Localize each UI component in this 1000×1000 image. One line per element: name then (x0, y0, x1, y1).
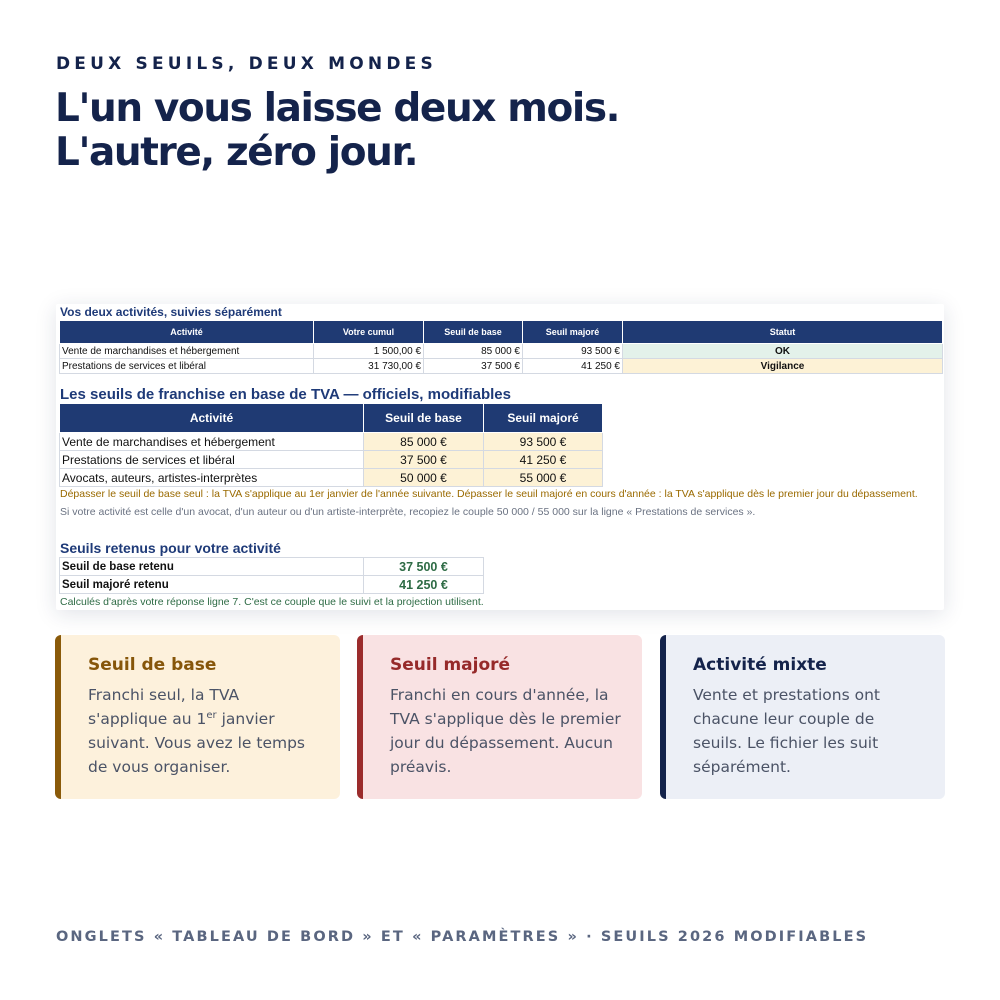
warning-note: Dépasser le seuil de base seul : la TVA s'applique au 1er janvier de l'année suivante. Dépasser le seuil majoré en cours d'année : la TVA s'applique dès le premier jour du dépassement. (60, 488, 918, 500)
tracking-header-row (60, 321, 943, 344)
cell-majore: 93 500 € (523, 344, 623, 359)
footer-caption: ONGLETS « TABLEAU DE BORD » ET « PARAMÈTRES » · SEUILS 2026 MODIFIABLES (56, 929, 869, 945)
cell-majore: 41 250 € (523, 359, 623, 374)
card-title: Activité mixte (693, 655, 827, 675)
cell-activity: Prestations de services et libéral (60, 451, 364, 469)
cell-label: Seuil majoré retenu (60, 576, 364, 594)
retained-section-title: Seuils retenus pour votre activité (60, 540, 281, 556)
column-header-cumul: Votre cumul (314, 321, 424, 344)
cell-cumul: 31 730,00 € (314, 359, 424, 374)
card-title: Seuil de base (88, 655, 217, 675)
card-text: Franchi seul, la TVA s'applique au 1er janvier suivant. Vous avez le temps de vous organiser. (88, 686, 306, 776)
cell-activity: Prestations de services et libéral (60, 359, 314, 374)
tracking-section-title: Vos deux activités, suivies séparément (60, 305, 282, 319)
card-text: Franchi en cours d'année, la TVA s'applique dès le premier jour du dépassement. Aucun préavis. (390, 686, 621, 776)
retained-note: Calculés d'après votre réponse ligne 7. C'est ce couple que le suivi et la projection utilisent. (60, 596, 484, 608)
table-row (60, 433, 603, 451)
table-row (60, 558, 484, 576)
column-header-base: Seuil de base (364, 404, 484, 433)
cell-base[interactable]: 50 000 € (364, 469, 484, 487)
thresholds-table (59, 403, 603, 487)
table-row (60, 576, 484, 594)
cell-label: Seuil de base retenu (60, 558, 364, 576)
cell-activity: Vente de marchandises et hébergement (60, 344, 314, 359)
card-title: Seuil majoré (390, 655, 511, 675)
table-row (60, 451, 603, 469)
cell-base[interactable]: 37 500 € (364, 451, 484, 469)
headline-line-2: L'autre, zéro jour. (55, 130, 418, 175)
cell-value: 41 250 € (364, 576, 484, 594)
column-header-activity: Activité (60, 404, 364, 433)
cell-majore[interactable]: 93 500 € (484, 433, 603, 451)
column-header-majore: Seuil majoré (484, 404, 603, 433)
cell-majore[interactable]: 41 250 € (484, 451, 603, 469)
cell-majore[interactable]: 55 000 € (484, 469, 603, 487)
cell-base: 85 000 € (424, 344, 523, 359)
table-row (60, 469, 603, 487)
retained-table (59, 557, 484, 594)
column-header-majore: Seuil majoré (523, 321, 623, 344)
card-activite-mixte (660, 635, 945, 799)
cell-base: 37 500 € (424, 359, 523, 374)
column-header-base: Seuil de base (424, 321, 523, 344)
cell-cumul: 1 500,00 € (314, 344, 424, 359)
column-header-statut: Statut (623, 321, 943, 344)
card-seuil-de-base (55, 635, 340, 799)
eyebrow-label: DEUX SEUILS, DEUX MONDES (56, 54, 437, 74)
cell-activity: Vente de marchandises et hébergement (60, 433, 364, 451)
spreadsheet-screenshot (56, 304, 944, 610)
column-header-activity: Activité (60, 321, 314, 344)
status-badge-ok: OK (623, 344, 943, 359)
card-text: Vente et prestations ont chacune leur couple de seuils. Le fichier les suit séparément. (693, 686, 880, 776)
status-badge-vigilance: Vigilance (623, 359, 943, 374)
cell-activity: Avocats, auteurs, artistes-interprètes (60, 469, 364, 487)
thresholds-section-title: Les seuils de franchise en base de TVA — officiels, modifiables (60, 386, 511, 403)
card-seuil-majore (357, 635, 642, 799)
table-row (60, 359, 943, 374)
headline-line-1: L'un vous laisse deux mois. (55, 86, 620, 131)
cell-base[interactable]: 85 000 € (364, 433, 484, 451)
table-row (60, 344, 943, 359)
thresholds-header-row (60, 404, 603, 433)
info-note: Si votre activité est celle d'un avocat, d'un auteur ou d'un artiste-interprète, recopiez le couple 50 000 / 55 000 sur la ligne « Prestations de services ». (60, 506, 756, 518)
page-headline (55, 87, 619, 175)
tracking-table (59, 320, 943, 374)
cell-value: 37 500 € (364, 558, 484, 576)
